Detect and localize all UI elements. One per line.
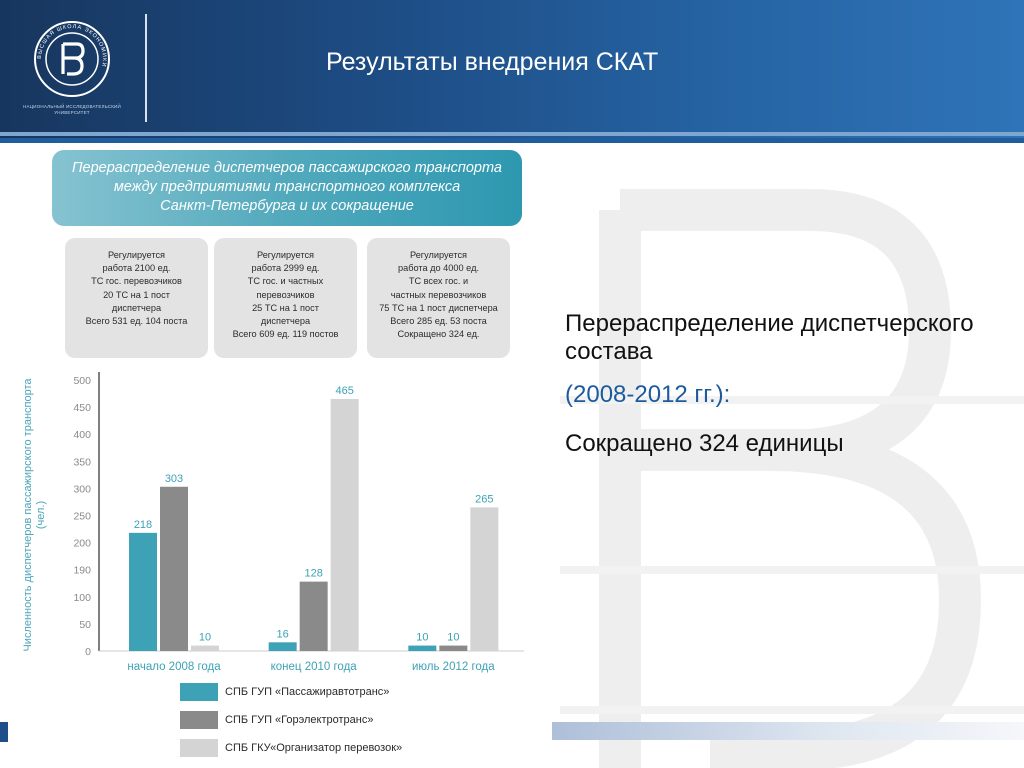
info-line: ТС всех гос. и	[408, 276, 469, 287]
info-line: Всего 609 ед. 119 постов	[232, 329, 339, 340]
info-line: Всего 531 ед. 104 поста	[85, 316, 188, 327]
university-logo	[33, 20, 111, 98]
legend-label: СПБ ГКУ«Организатор перевозок»	[225, 742, 403, 754]
bar-data-label: 128	[304, 567, 323, 580]
bar-data-label: 10	[416, 631, 429, 644]
info-box-2012	[367, 238, 510, 358]
info-line: частных перевозчиков	[390, 289, 487, 300]
info-line: работа до 4000 ед.	[398, 263, 479, 274]
info-box-2010	[214, 238, 357, 358]
footer-bar-accent	[0, 722, 8, 742]
chart-bar	[191, 646, 219, 651]
bar-chart	[8, 363, 552, 683]
legend-swatch	[180, 683, 218, 701]
info-line: Регулируется	[409, 250, 468, 260]
summary-text	[565, 310, 1005, 458]
summary-result: Сокращено 324 единицы	[565, 430, 844, 457]
y-tick-label: 300	[73, 483, 91, 496]
y-axis-label: Численность диспетчеров пассажирского транспорта (чел.)	[22, 378, 47, 652]
legend-item	[180, 683, 480, 703]
info-line: Всего 285 ед. 53 поста	[390, 316, 487, 327]
header-divider	[145, 14, 147, 122]
infographic-banner	[52, 150, 522, 226]
y-tick-label: 200	[73, 537, 91, 550]
chart-bar	[408, 646, 436, 651]
x-category-label: конец 2010 года	[270, 661, 357, 673]
legend-item	[180, 739, 480, 759]
info-line: 20 ТС на 1 пост	[103, 289, 170, 300]
banner-line: Перераспределение диспетчеров пассажирского транспорта	[72, 160, 502, 176]
info-line: работа 2999 ед.	[251, 263, 320, 274]
info-line: Сокращено 324 ед.	[397, 329, 480, 340]
bar-data-label: 10	[198, 631, 212, 644]
bar-data-label: 16	[276, 628, 289, 641]
chart-bar	[160, 487, 188, 651]
bar-data-label: 303	[164, 472, 184, 485]
summary-period: (2008-2012 гг.):	[565, 381, 731, 408]
info-line: перевозчиков	[256, 289, 315, 300]
summary-heading: Перераспределение диспетчерского состава	[565, 310, 974, 365]
legend-label: СПБ ГУП «Пассажиравтотранс»	[225, 686, 390, 698]
banner-line: Санкт-Петербурга и их сокращение	[160, 198, 414, 214]
bar-data-label: 465	[335, 384, 354, 397]
info-line: работа 2100 ед.	[102, 263, 171, 274]
y-tick-label: 250	[73, 510, 91, 523]
info-line: диспетчера	[260, 316, 311, 327]
info-line: 75 ТС на 1 пост диспетчера	[379, 302, 498, 313]
banner-line: между предприятиями транспортного комплекса	[113, 179, 461, 195]
legend-swatch	[180, 739, 218, 757]
info-line: диспетчера	[111, 302, 162, 313]
y-tick-label: 450	[73, 402, 91, 415]
watermark-logo	[560, 150, 1024, 768]
x-category-label: начало 2008 года	[127, 661, 221, 673]
chart-bar	[129, 533, 157, 651]
info-line: Регулируется	[107, 250, 166, 260]
info-line: ТС гос. перевозчиков	[91, 276, 182, 287]
legend-label: СПБ ГУП «Горэлектротранс»	[225, 714, 374, 726]
y-tick-label: 50	[79, 618, 91, 631]
header-stripe	[0, 132, 1024, 136]
footer-bar	[552, 722, 1024, 740]
info-box-2008	[65, 238, 208, 358]
info-line: 25 ТС на 1 пост	[252, 302, 319, 313]
page-title: Результаты внедрения СКАТ	[326, 48, 659, 76]
y-tick-label: 350	[73, 456, 91, 469]
chart-bar	[300, 582, 328, 651]
chart-bar	[269, 642, 297, 651]
logo-subtitle: НАЦИОНАЛЬНЫЙ ИССЛЕДОВАТЕЛЬСКИЙ УНИВЕРСИТЕТ	[23, 104, 121, 115]
banner-text	[52, 159, 522, 216]
y-tick-label: 100	[73, 591, 91, 604]
y-tick-label: 500	[73, 375, 91, 387]
y-tick-label: 0	[85, 646, 91, 658]
info-line: Регулируется	[256, 250, 315, 260]
bar-data-label: 10	[447, 631, 460, 644]
chart-bar	[331, 399, 359, 651]
infographic-panel	[8, 143, 552, 768]
legend-item	[180, 711, 480, 731]
chart-bar	[439, 646, 467, 651]
logo-ring-text: ВЫСШАЯ ШКОЛА ЭКОНОМИКИ	[36, 23, 108, 68]
y-tick-label: 190	[73, 564, 91, 577]
y-tick-label: 400	[73, 429, 91, 442]
info-line: ТС гос. и частных	[247, 276, 324, 287]
legend-swatch	[180, 711, 218, 729]
bar-data-label: 218	[133, 518, 153, 531]
chart-bar	[470, 507, 498, 651]
bar-data-label: 265	[475, 493, 494, 506]
x-category-label: июль 2012 года	[411, 661, 495, 673]
